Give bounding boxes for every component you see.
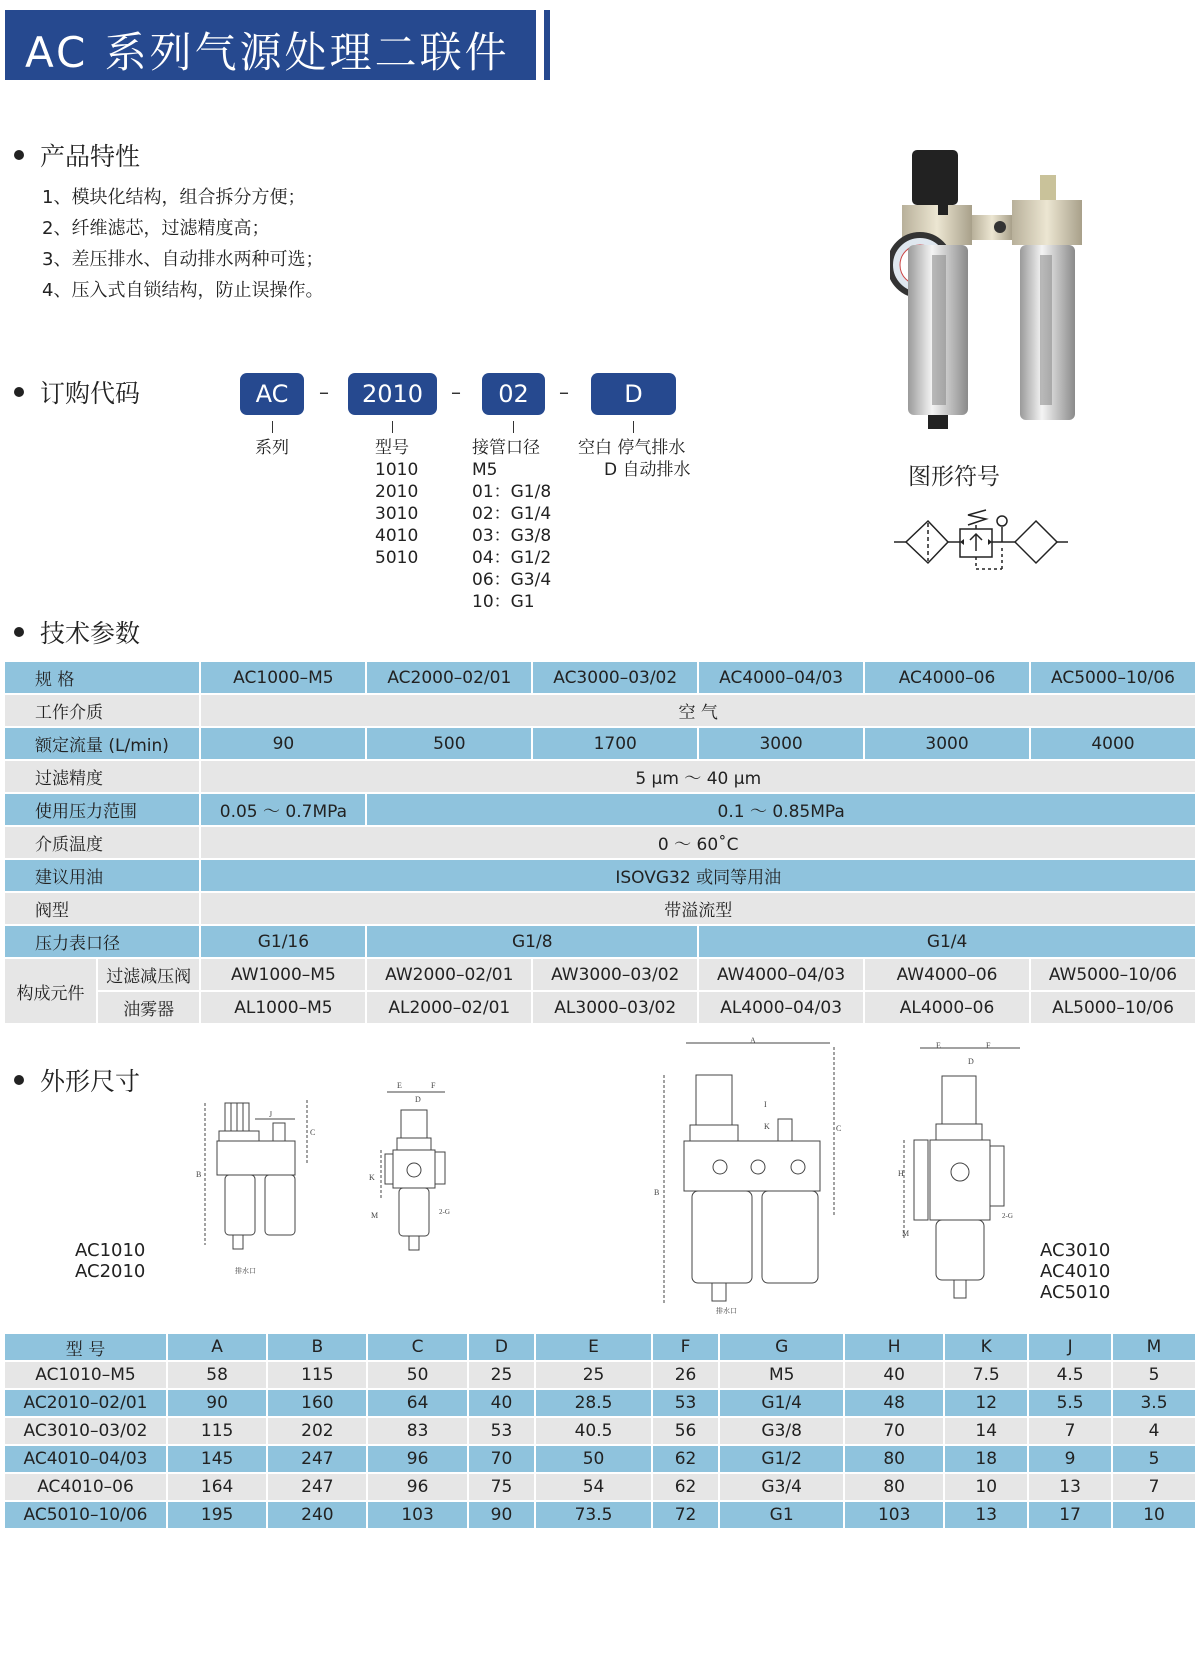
- table-cell: 额定流量 (L/min): [35, 736, 169, 756]
- table-cell: AL5000–10/06: [1052, 997, 1174, 1018]
- table-row: [5, 893, 1195, 924]
- table-cell: 13: [975, 1505, 998, 1525]
- table-cell: 70: [883, 1421, 905, 1441]
- dim-letter-c: C: [310, 1128, 316, 1137]
- table-cell: AL4000–04/03: [720, 997, 843, 1018]
- specs-table: [3, 660, 1197, 1025]
- drain-label: 排水口: [235, 1267, 256, 1275]
- table-cell: 介质温度: [35, 835, 103, 855]
- bullet-icon: [14, 1075, 24, 1085]
- drawing-small-side: [365, 1080, 470, 1270]
- table-cell: 25: [582, 1365, 605, 1385]
- table-cell: 160: [301, 1393, 334, 1413]
- table-cell: 500: [433, 733, 466, 754]
- table-row: [5, 1502, 1195, 1528]
- table-row: [5, 1474, 1195, 1500]
- table-cell: 0.1 ～ 0.85MPa: [717, 802, 845, 822]
- table-cell: 40.5: [574, 1421, 613, 1441]
- code-port-box: 02: [482, 373, 545, 415]
- port-label: 接管口径: [472, 438, 540, 458]
- table-cell: 103: [401, 1505, 434, 1525]
- feature-item: 3、差压排水、自动排水两种可选；: [42, 249, 324, 270]
- table-cell: 7: [1064, 1421, 1076, 1441]
- table-row: [5, 1446, 1195, 1472]
- bullet-icon: [14, 627, 24, 637]
- table-cell: 17: [1059, 1505, 1081, 1525]
- drain-label: 排水口: [716, 1307, 737, 1315]
- table-cell: 阀型: [35, 901, 69, 921]
- table-cell: 10: [1143, 1505, 1165, 1525]
- port-item: 03：G3/8: [472, 526, 552, 546]
- table-cell: 25: [490, 1365, 513, 1385]
- port-item: 06：G3/4: [472, 570, 552, 590]
- specs-heading: [14, 614, 140, 650]
- dim-letter-g: 2-G: [1002, 1212, 1013, 1220]
- table-cell: 80: [883, 1477, 905, 1497]
- model-label-small: AC2010: [75, 1261, 146, 1282]
- table-cell: AC5000–10/06: [1051, 667, 1175, 688]
- drain-option: D 自动排水: [604, 460, 691, 480]
- table-cell: G1: [769, 1505, 794, 1525]
- dim-letter-e: E: [936, 1041, 941, 1050]
- table-cell: 247: [301, 1449, 334, 1469]
- table-cell: 型 号: [65, 1339, 106, 1360]
- table-cell: 10: [975, 1477, 998, 1497]
- table-cell: 58: [206, 1365, 228, 1385]
- table-cell: 过滤精度: [35, 769, 103, 789]
- dim-letter-b: B: [654, 1188, 660, 1197]
- table-cell: 构成元件: [16, 983, 85, 1004]
- table-cell: AC3010–03/02: [23, 1421, 148, 1441]
- table-cell: 14: [975, 1421, 998, 1441]
- code-tick: [513, 421, 514, 433]
- table-cell: K: [980, 1337, 992, 1357]
- pneumatic-symbol-icon: [890, 505, 1070, 577]
- table-cell: 7: [1148, 1477, 1160, 1497]
- table-cell: G1/4: [926, 931, 968, 952]
- table-cell: AL3000–03/02: [554, 997, 677, 1018]
- table-cell: AW1000–M5: [231, 964, 336, 985]
- dim-letter-k: K: [369, 1173, 375, 1182]
- features-heading-text: 产品特性: [40, 142, 141, 171]
- table-row: [5, 794, 1195, 825]
- table-cell: 48: [883, 1393, 905, 1413]
- table-cell: 26: [674, 1365, 697, 1385]
- table-cell: 5.5: [1056, 1393, 1084, 1413]
- dim-letter-c: C: [836, 1124, 842, 1133]
- table-row: [5, 959, 1195, 990]
- model-item: 2010: [375, 482, 419, 502]
- table-row: [5, 992, 1195, 1023]
- product-image: [890, 145, 1110, 455]
- model-label: 型号: [375, 438, 409, 458]
- table-row: [5, 827, 1195, 858]
- code-series-box: AC: [240, 373, 304, 415]
- model-item: 3010: [375, 504, 419, 524]
- series-label: 系列: [255, 438, 289, 458]
- table-cell: 115: [200, 1421, 234, 1441]
- table-cell: 240: [301, 1505, 334, 1525]
- dimensions-heading: [14, 1062, 140, 1098]
- table-cell: AC1000–M5: [233, 667, 334, 688]
- table-cell: 115: [301, 1365, 334, 1385]
- table-cell: AC3000–03/02: [553, 667, 678, 688]
- code-dash: –: [319, 380, 329, 404]
- table-cell: 0 ～ 60˚C: [657, 835, 739, 855]
- table-cell: AC4010–06: [37, 1477, 134, 1497]
- table-cell: 72: [674, 1505, 697, 1525]
- table-cell: 0.05 ～ 0.7MPa: [219, 802, 348, 822]
- dim-letter-e: E: [397, 1081, 402, 1090]
- model-label-large: AC5010: [1040, 1282, 1111, 1303]
- table-cell: AC4000–06: [898, 667, 996, 688]
- code-tick: [392, 421, 393, 433]
- table-cell: 50: [582, 1449, 605, 1469]
- port-item: 10：G1: [472, 592, 535, 612]
- table-row: [5, 695, 1195, 726]
- port-item: 04：G1/2: [472, 548, 552, 568]
- table-cell: 70: [490, 1449, 513, 1469]
- table-cell: 带溢流型: [664, 901, 733, 921]
- dim-letter-k: K: [764, 1122, 770, 1131]
- table-cell: 4000: [1091, 733, 1135, 754]
- table-cell: M: [1146, 1337, 1162, 1357]
- table-cell: 3000: [925, 733, 969, 754]
- table-cell: 73.5: [574, 1505, 613, 1525]
- table-cell: 164: [200, 1477, 234, 1497]
- table-cell: 压力表口径: [35, 934, 120, 954]
- port-item: M5: [472, 460, 498, 480]
- table-cell: AW4000–06: [896, 964, 998, 985]
- dim-letter-g: 2-G: [439, 1208, 450, 1216]
- table-cell: 53: [490, 1421, 513, 1441]
- code-model-box: 2010: [348, 373, 437, 415]
- model-label-large: AC3010: [1040, 1240, 1111, 1261]
- table-cell: C: [411, 1337, 424, 1357]
- table-cell: ISOVG32 或同等用油: [615, 868, 782, 888]
- table-cell: AW4000–04/03: [716, 964, 846, 985]
- table-cell: 54: [582, 1477, 605, 1497]
- model-item: 1010: [375, 460, 419, 480]
- table-cell: G3/8: [761, 1421, 802, 1441]
- table-cell: 28.5: [574, 1393, 613, 1413]
- table-cell: 4.5: [1056, 1365, 1084, 1385]
- table-cell: 96: [406, 1477, 429, 1497]
- table-cell: 195: [200, 1505, 234, 1525]
- table-cell: 103: [877, 1505, 911, 1525]
- table-cell: 3.5: [1140, 1393, 1168, 1413]
- page-title: AC 系列气源处理二联件: [5, 10, 536, 80]
- table-cell: 56: [674, 1421, 697, 1441]
- table-cell: 83: [406, 1421, 429, 1441]
- table-cell: AC4010–04/03: [23, 1449, 148, 1469]
- code-tick: [633, 421, 634, 433]
- table-cell: 12: [975, 1393, 998, 1413]
- order-heading: [14, 374, 140, 410]
- model-label-large: AC4010: [1040, 1261, 1111, 1282]
- table-row: [5, 1362, 1195, 1388]
- table-row: [5, 728, 1195, 759]
- table-cell: AC1010–M5: [35, 1365, 136, 1385]
- table-cell: 7.5: [972, 1365, 1000, 1385]
- table-cell: AL4000–06: [899, 997, 995, 1018]
- table-cell: 247: [301, 1477, 334, 1497]
- table-cell: 空 气: [678, 703, 718, 723]
- order-heading-text: 订购代码: [40, 379, 141, 408]
- features-heading: [14, 137, 140, 173]
- table-cell: G1/8: [511, 931, 553, 952]
- table-cell: 53: [674, 1393, 697, 1413]
- dim-letter-i: I: [764, 1100, 767, 1109]
- table-cell: 油雾器: [123, 1000, 175, 1020]
- table-cell: G1/2: [761, 1449, 802, 1469]
- dim-letter-j: J: [269, 1110, 273, 1119]
- table-cell: AW2000–02/01: [385, 964, 514, 985]
- table-cell: 工作介质: [35, 703, 103, 723]
- table-cell: G3/4: [761, 1477, 802, 1497]
- dimensions-heading-text: 外形尺寸: [40, 1067, 141, 1096]
- table-cell: E: [588, 1337, 599, 1357]
- code-dash: –: [451, 380, 461, 404]
- table-cell: 90: [272, 733, 295, 754]
- table-cell: F: [680, 1337, 691, 1357]
- table-row: [5, 761, 1195, 792]
- table-cell: M5: [768, 1365, 795, 1385]
- dim-letter-m: M: [902, 1229, 910, 1238]
- table-cell: AL1000–M5: [234, 997, 333, 1018]
- feature-item: 1、模块化结构，组合拆分方便；: [42, 187, 306, 208]
- dim-letter-a: A: [750, 1036, 756, 1045]
- table-cell: 145: [200, 1449, 234, 1469]
- dimensions-table: [3, 1332, 1197, 1530]
- table-cell: H: [887, 1337, 901, 1357]
- dim-letter-f: F: [431, 1081, 436, 1090]
- bullet-icon: [14, 150, 24, 160]
- table-cell: AW5000–10/06: [1048, 964, 1178, 985]
- model-item: 4010: [375, 526, 419, 546]
- drawing-large-front: [650, 1035, 850, 1315]
- table-cell: 64: [406, 1393, 429, 1413]
- table-cell: 使用压力范围: [35, 802, 137, 822]
- code-tick: [272, 421, 273, 433]
- feature-item: 4、压入式自锁结构，防止误操作。: [42, 280, 324, 301]
- table-cell: 90: [206, 1393, 228, 1413]
- table-cell: 1700: [593, 733, 637, 754]
- bullet-icon: [14, 387, 24, 397]
- table-cell: 5: [1148, 1449, 1160, 1469]
- table-row: [5, 1418, 1195, 1444]
- dim-letter-d: D: [968, 1057, 974, 1066]
- dim-letter-d: D: [415, 1095, 421, 1104]
- table-cell: 50: [406, 1365, 429, 1385]
- table-row: [5, 1334, 1195, 1360]
- drawing-small-front: [195, 1095, 325, 1280]
- drawing-large-side: [890, 1040, 1030, 1310]
- dim-letter-f: F: [986, 1041, 991, 1050]
- code-drain-box: D: [591, 373, 676, 415]
- table-row: [5, 1390, 1195, 1416]
- table-cell: B: [311, 1337, 324, 1357]
- table-cell: 40: [490, 1393, 513, 1413]
- table-cell: J: [1067, 1337, 1073, 1357]
- table-cell: 9: [1064, 1449, 1076, 1469]
- table-cell: 5 μm ～ 40 μm: [635, 769, 762, 789]
- table-cell: 规 格: [35, 670, 75, 690]
- specs-heading-text: 技术参数: [40, 619, 141, 648]
- table-cell: 3000: [759, 733, 803, 754]
- table-row: [5, 926, 1195, 957]
- table-cell: 62: [674, 1449, 697, 1469]
- feature-item: 2、纤维滤芯，过滤精度高；: [42, 218, 270, 239]
- table-cell: 96: [406, 1449, 429, 1469]
- model-label-small: AC1010: [75, 1240, 146, 1261]
- table-cell: G: [775, 1337, 789, 1357]
- dim-letter-h: H: [898, 1169, 904, 1178]
- table-cell: 80: [883, 1449, 905, 1469]
- table-cell: D: [494, 1337, 508, 1357]
- table-cell: G1/16: [257, 931, 310, 952]
- table-cell: 40: [883, 1365, 905, 1385]
- code-dash: –: [559, 380, 569, 404]
- table-cell: AC2010–02/01: [23, 1393, 148, 1413]
- table-cell: A: [211, 1337, 223, 1357]
- table-cell: G1/4: [761, 1393, 802, 1413]
- table-cell: AW3000–03/02: [551, 964, 680, 985]
- table-cell: AC5010–10/06: [23, 1505, 148, 1525]
- table-cell: 13: [1059, 1477, 1081, 1497]
- drain-option: 空白 停气排水: [578, 438, 686, 458]
- model-item: 5010: [375, 548, 419, 568]
- table-row: [5, 662, 1195, 693]
- dim-letter-b: B: [196, 1170, 202, 1179]
- port-item: 02：G1/4: [472, 504, 552, 524]
- table-cell: 202: [301, 1421, 334, 1441]
- symbol-label: 图形符号: [908, 464, 1000, 490]
- table-cell: 18: [975, 1449, 998, 1469]
- table-cell: AC4000–04/03: [719, 667, 844, 688]
- table-cell: AL2000–02/01: [388, 997, 511, 1018]
- table-cell: 4: [1148, 1421, 1160, 1441]
- table-cell: 90: [490, 1505, 513, 1525]
- table-cell: AC2000–02/01: [387, 667, 512, 688]
- table-row: [5, 860, 1195, 891]
- table-cell: 75: [490, 1477, 513, 1497]
- table-cell: 建议用油: [35, 868, 103, 888]
- table-cell: 过滤减压阀: [106, 967, 192, 987]
- table-cell: 5: [1148, 1365, 1160, 1385]
- port-item: 01：G1/8: [472, 482, 552, 502]
- table-cell: 62: [674, 1477, 697, 1497]
- dim-letter-m: M: [371, 1211, 379, 1220]
